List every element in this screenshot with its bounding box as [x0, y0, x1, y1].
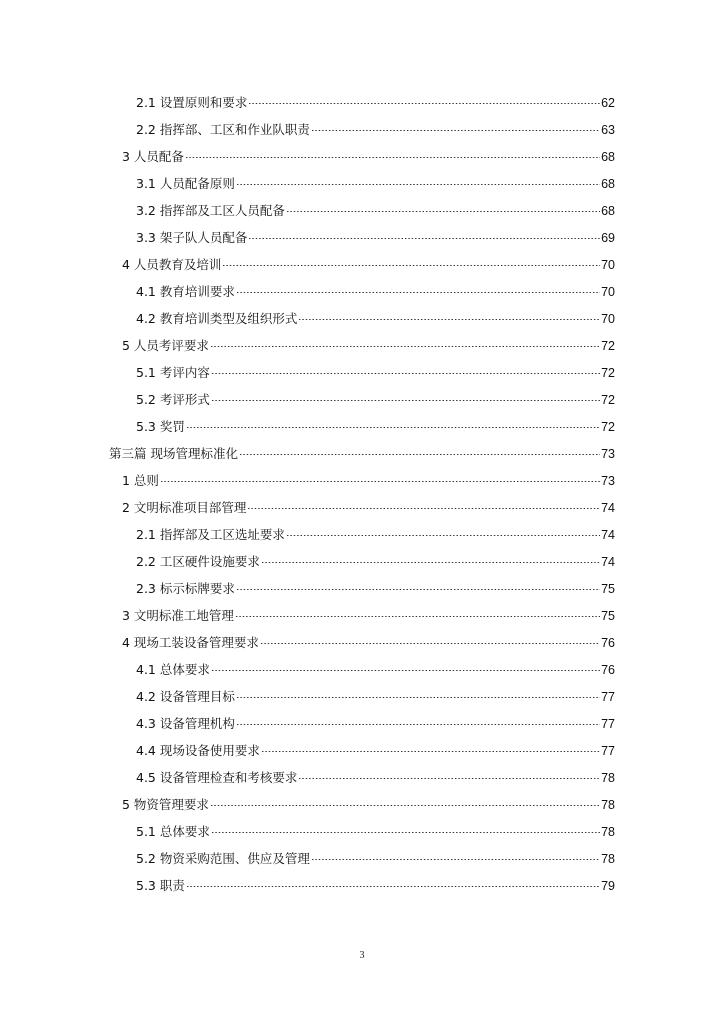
- dot-leader: [210, 346, 600, 347]
- toc-entry-page: 68: [601, 204, 615, 218]
- toc-entry[interactable]: [136, 767, 615, 794]
- dot-leader: [222, 265, 600, 266]
- dot-leader: [260, 643, 600, 644]
- toc-entry-title: 5.2 物资采购范围、供应及管理: [136, 851, 310, 866]
- dot-leader: [261, 562, 600, 563]
- toc-entry[interactable]: [136, 308, 615, 335]
- toc-entry-title: 5 人员考评要求: [122, 338, 209, 353]
- dot-leader: [286, 535, 600, 536]
- toc-entry-title: 4.1 教育培训要求: [136, 284, 235, 299]
- dot-leader: [236, 697, 600, 698]
- toc-entry-title: 第三篇 现场管理标准化: [109, 446, 238, 461]
- toc-entry-title: 5.2 考评形式: [136, 392, 210, 407]
- toc-entry-page: 78: [601, 798, 615, 812]
- toc-entry-title: 4 现场工装设备管理要求: [122, 635, 259, 650]
- toc-entry[interactable]: [136, 551, 615, 578]
- toc-entry-page: 72: [601, 420, 615, 434]
- toc-entry-title: 4.2 设备管理目标: [136, 689, 235, 704]
- toc-entry[interactable]: [136, 416, 615, 443]
- toc-entry-page: 68: [601, 177, 615, 191]
- toc-entry-page: 76: [601, 636, 615, 650]
- toc-entry-page: 70: [601, 312, 615, 326]
- dot-leader: [248, 238, 600, 239]
- toc-entry[interactable]: [136, 173, 615, 200]
- toc-entry-title: 3.3 架子队人员配备: [136, 230, 248, 245]
- toc-entry-page: 77: [601, 717, 615, 731]
- toc-entry-title: 5 物资管理要求: [122, 797, 209, 812]
- dot-leader: [186, 886, 600, 887]
- dot-leader: [298, 319, 600, 320]
- toc-entry[interactable]: [122, 497, 615, 524]
- dot-leader: [211, 373, 600, 374]
- dot-leader: [311, 859, 600, 860]
- dot-leader: [298, 778, 600, 779]
- toc-entry[interactable]: [136, 227, 615, 254]
- dot-leader: [236, 184, 600, 185]
- toc-entry-title: 2.3 标示标牌要求: [136, 581, 235, 596]
- toc-entry[interactable]: [136, 686, 615, 713]
- toc-entry-page: 74: [601, 528, 615, 542]
- toc-entry-page: 79: [601, 879, 615, 893]
- dot-leader: [211, 400, 600, 401]
- dot-leader: [185, 157, 600, 158]
- toc-entry[interactable]: [136, 119, 615, 146]
- toc-entry-page: 68: [601, 150, 615, 164]
- toc-entry[interactable]: [136, 821, 615, 848]
- toc-entry[interactable]: [122, 794, 615, 821]
- toc-entry-title: 5.1 总体要求: [136, 824, 210, 839]
- toc-entry[interactable]: [136, 875, 615, 902]
- toc-entry-page: 75: [601, 582, 615, 596]
- toc-entry-page: 78: [601, 771, 615, 785]
- toc-entry[interactable]: [136, 659, 615, 686]
- toc-entry-title: 3 人员配备: [122, 149, 184, 164]
- dot-leader: [160, 481, 600, 482]
- toc-entry[interactable]: [136, 578, 615, 605]
- toc-entry-title: 5.3 奖罚: [136, 419, 185, 434]
- toc-entry-page: 70: [601, 258, 615, 272]
- toc-entry-page: 75: [601, 609, 615, 623]
- toc-entry[interactable]: [136, 389, 615, 416]
- toc-entry[interactable]: [136, 281, 615, 308]
- toc-entry-page: 72: [601, 339, 615, 353]
- toc-entry-page: 76: [601, 663, 615, 677]
- toc-entry-title: 3 文明标准工地管理: [122, 608, 234, 623]
- toc-entry[interactable]: [122, 335, 615, 362]
- toc-entry[interactable]: [136, 848, 615, 875]
- dot-leader: [211, 832, 600, 833]
- toc-entry-title: 4 人员教育及培训: [122, 257, 222, 272]
- toc-entry[interactable]: [136, 362, 615, 389]
- toc-entry-title: 2.2 指挥部、工区和作业队职责: [136, 122, 310, 137]
- toc-entry-page: 70: [601, 285, 615, 299]
- toc-entry-page: 73: [601, 474, 615, 488]
- toc-entry-title: 3.1 人员配备原则: [136, 176, 235, 191]
- toc-entry[interactable]: [122, 254, 615, 281]
- toc-entry[interactable]: [122, 470, 615, 497]
- toc-entry-title: 2.1 指挥部及工区选址要求: [136, 527, 285, 542]
- dot-leader: [211, 670, 600, 671]
- toc-entry-page: 74: [601, 501, 615, 515]
- dot-leader: [186, 427, 600, 428]
- toc-entry[interactable]: [136, 740, 615, 767]
- toc-entry[interactable]: [136, 524, 615, 551]
- toc-entry-page: 78: [601, 852, 615, 866]
- toc-entry-page: 74: [601, 555, 615, 569]
- toc-entry-page: 73: [601, 447, 615, 461]
- dot-leader: [286, 211, 600, 212]
- toc-entry-page: 77: [601, 744, 615, 758]
- toc-entry-title: 2 文明标准项目部管理: [122, 500, 247, 515]
- toc-entry[interactable]: [122, 632, 615, 659]
- toc-entry-page: 72: [601, 393, 615, 407]
- toc-entry-title: 2.1 设置原则和要求: [136, 95, 248, 110]
- toc-entry-title: 5.1 考评内容: [136, 365, 210, 380]
- dot-leader: [210, 805, 600, 806]
- toc-entry-title: 2.2 工区硬件设施要求: [136, 554, 260, 569]
- toc-entry-title: 4.1 总体要求: [136, 662, 210, 677]
- toc-entry-page: 77: [601, 690, 615, 704]
- toc-entry-page: 69: [601, 231, 615, 245]
- dot-leader: [239, 454, 600, 455]
- toc-entry-title: 4.2 教育培训类型及组织形式: [136, 311, 298, 326]
- toc-entry[interactable]: [136, 92, 615, 119]
- toc-entry[interactable]: [122, 605, 615, 632]
- toc-entry-page: 72: [601, 366, 615, 380]
- dot-leader: [236, 589, 600, 590]
- toc-entry-title: 3.2 指挥部及工区人员配备: [136, 203, 285, 218]
- dot-leader: [248, 103, 600, 104]
- toc-entry[interactable]: [122, 146, 615, 173]
- dot-leader: [236, 724, 600, 725]
- toc-entry-title: 5.3 职责: [136, 878, 185, 893]
- toc-entry[interactable]: [136, 713, 615, 740]
- toc-entry[interactable]: [136, 200, 615, 227]
- dot-leader: [247, 508, 600, 509]
- dot-leader: [311, 130, 600, 131]
- toc-entry[interactable]: [109, 443, 615, 470]
- dot-leader: [235, 616, 600, 617]
- toc-entry-page: 78: [601, 825, 615, 839]
- toc-entry-title: 4.4 现场设备使用要求: [136, 743, 260, 758]
- toc-entry-title: 4.5 设备管理检查和考核要求: [136, 770, 298, 785]
- toc-entry-title: 4.3 设备管理机构: [136, 716, 235, 731]
- page-number: 3: [359, 950, 365, 961]
- table-of-contents: [0, 92, 724, 902]
- dot-leader: [261, 751, 600, 752]
- toc-entry-title: 1 总则: [122, 473, 159, 488]
- toc-entry-page: 62: [601, 96, 615, 110]
- toc-entry-page: 63: [601, 123, 615, 137]
- dot-leader: [236, 292, 600, 293]
